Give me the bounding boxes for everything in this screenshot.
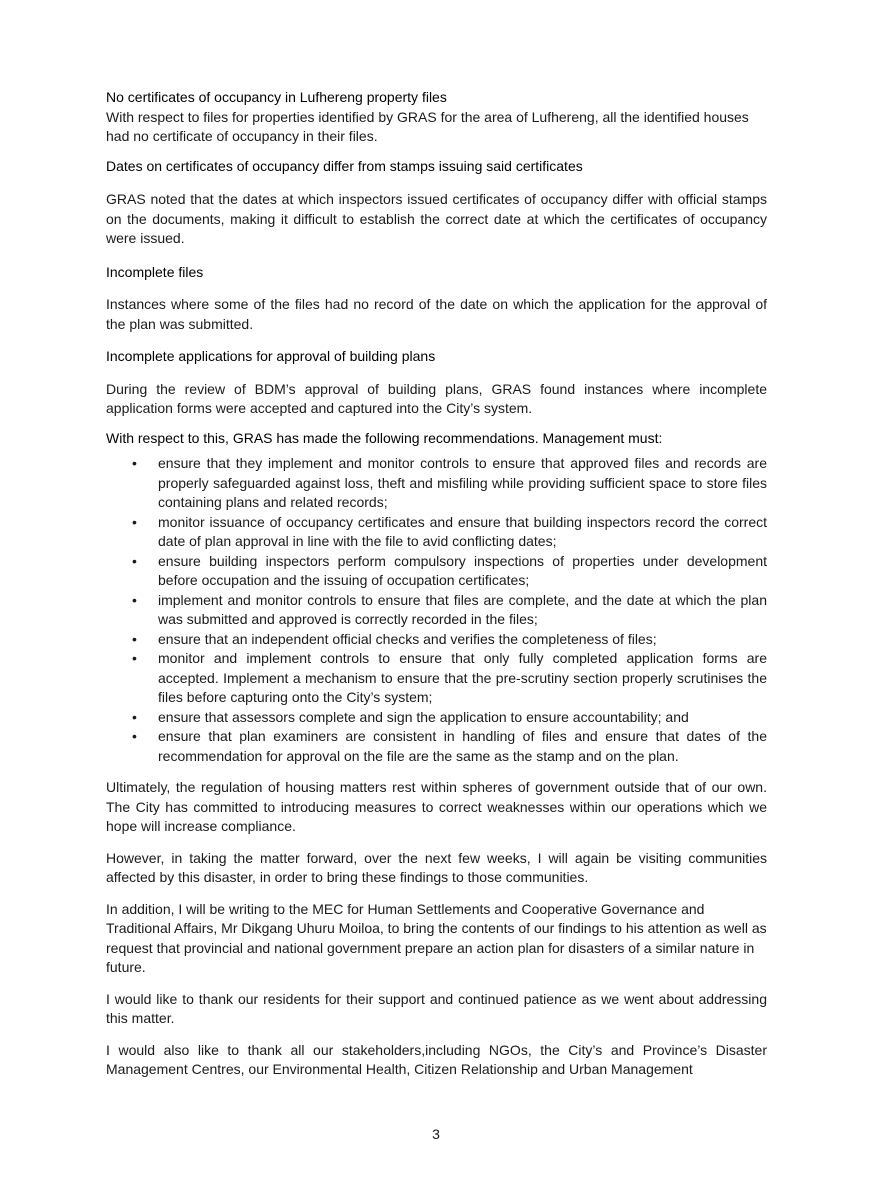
section-body: With respect to files for properties identified by GRAS for the area of Lufhereng, all the identified houses had no certificate of occupancy in their files. xyxy=(106,108,749,144)
list-item-text: ensure building inspectors perform compulsory inspections of properties under development before occupation and the issuing of occupation certificates; xyxy=(158,552,767,588)
list-item xyxy=(106,708,767,728)
list-item xyxy=(106,513,767,552)
section-body: Instances where some of the files had no record of the date on which the application for the approval of the plan was submitted. xyxy=(106,296,767,332)
closing-paragraph: Ultimately, the regulation of housing matters rest within spheres of government outside that of our own. The City has committed to introducing measures to correct weaknesses within our operations which we hope will increase compliance. xyxy=(106,779,767,834)
list-item-text: monitor issuance of occupancy certificates and ensure that building inspectors record the correct date of plan approval in line with the file to avid conflicting dates; xyxy=(158,513,767,549)
list-item xyxy=(106,727,767,766)
list-item xyxy=(106,552,767,591)
bullet-icon: • xyxy=(132,728,137,744)
closing-paragraph: However, in taking the matter forward, over the next few weeks, I will again be visiting communities affected by this disaster, in order to bring these findings to those communities. xyxy=(106,849,767,885)
page-body xyxy=(106,88,767,1080)
list-item-text: ensure that plan examiners are consistent in handling of files and ensure that dates of the recommendation for approval on the file are the same as the stamp and on the plan. xyxy=(158,728,767,764)
list-item-text: implement and monitor controls to ensure that files are complete, and the date at which the plan was submitted and approved is correctly recorded in the files; xyxy=(158,591,767,627)
bullet-icon: • xyxy=(132,708,137,725)
list-item xyxy=(106,630,767,650)
page-number: 3 xyxy=(432,1126,440,1142)
list-item xyxy=(106,649,767,708)
section-heading: Incomplete applications for approval of building plans xyxy=(106,348,436,364)
bullet-icon: • xyxy=(132,552,137,569)
section-heading: No certificates of occupancy in Lufhereng property files xyxy=(106,89,447,105)
bullet-icon: • xyxy=(132,650,137,666)
recommendations-intro: With respect to this, GRAS has made the following recommendations. Management must: xyxy=(106,429,663,446)
list-item-text: monitor and implement controls to ensure that only fully completed application forms are accepted. Implement a mechanism to ensure that the pre-scrutiny section properly scrutinises the files before capturing onto the City’s system; xyxy=(158,650,767,705)
bullet-icon: • xyxy=(132,591,137,608)
bullet-icon: • xyxy=(132,455,137,471)
list-item-text: ensure that an independent official checks and verifies the completeness of files; xyxy=(158,630,657,647)
section-body: GRAS noted that the dates at which inspectors issued certificates of occupancy differ with official stamps on the documents, making it difficult to establish the correct date at which the certificates of occupancy were issued. xyxy=(106,191,767,246)
bullet-icon: • xyxy=(132,513,137,530)
list-item xyxy=(106,454,767,513)
closing-paragraph: I would also like to thank all our stakeholders,including NGOs, the City’s and Province’s Disaster Management Centres, our Environmental Health, Citizen Relationship and Urban Management xyxy=(106,1041,767,1077)
recommendations-list xyxy=(106,454,767,766)
closing-paragraph: In addition, I will be writing to the MEC for Human Settlements and Cooperative Governance and Traditional Affairs, Mr Dikgang Uhuru Moiloa, to bring the contents of our findings to his attention as well as request that provincial and national government prepare an action plan for disasters of a similar nature in future. xyxy=(106,900,767,975)
closing-paragraph: I would like to thank our residents for their support and continued patience as we went about addressing this matter. xyxy=(106,990,767,1026)
list-item xyxy=(106,591,767,630)
section-heading: Incomplete files xyxy=(106,263,204,280)
section-heading: Dates on certificates of occupancy differ from stamps issuing said certificates xyxy=(106,157,583,174)
list-item-text: ensure that assessors complete and sign the application to ensure accountability; and xyxy=(158,708,689,725)
bullet-icon: • xyxy=(132,630,137,647)
list-item-text: ensure that they implement and monitor controls to ensure that approved files and records are properly safeguarded against loss, theft and misfiling while providing sufficient space to store files containing plans and related records; xyxy=(158,455,767,510)
section-body: During the review of BDM’s approval of building plans, GRAS found instances where incomplete application forms were accepted and captured into the City’s system. xyxy=(106,380,767,416)
